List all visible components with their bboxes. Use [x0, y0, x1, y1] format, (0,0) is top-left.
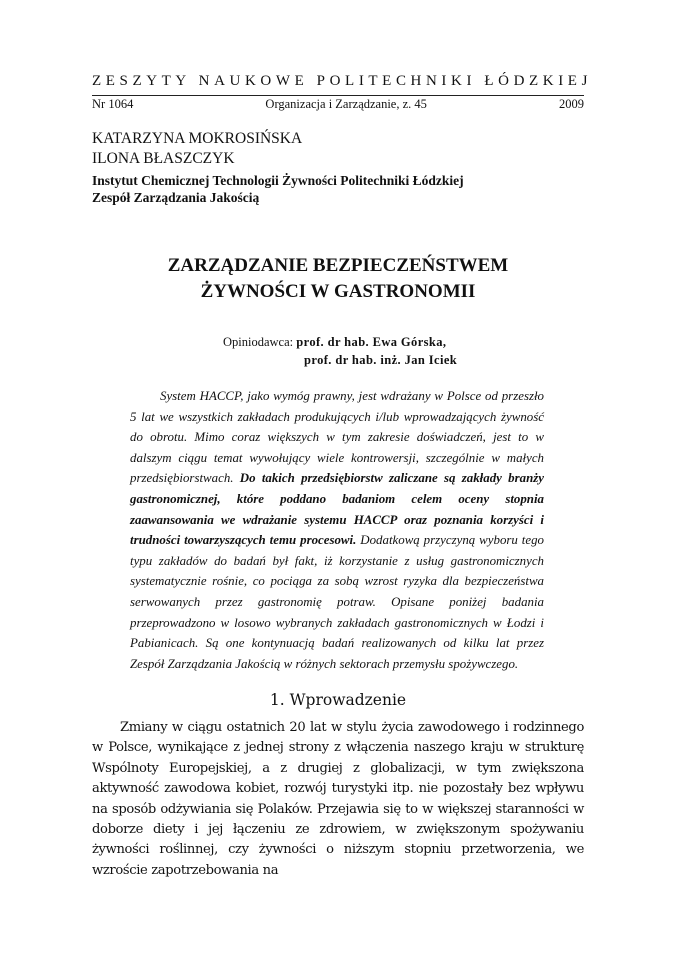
issue-year: 2009	[559, 97, 584, 111]
affiliation-institute: Instytut Chemicznej Technologii Żywności Politechniki Łódzkiej	[92, 173, 464, 188]
journal-series: Organizacja i Zarządzanie, z. 45	[265, 97, 427, 111]
paper-title-line: ŻYWNOŚCI W GASTRONOMII	[200, 281, 476, 302]
issue-number: Nr 1064	[92, 97, 134, 111]
reviewers-label: Opiniodawca:	[223, 335, 294, 349]
issue-info	[92, 96, 584, 112]
journal-title: ZESZYTY NAUKOWE POLITECHNIKI ŁÓDZKIEJ	[92, 73, 593, 89]
abstract-text: System HACCP, jako wymóg prawny, jest wdrażany w Polsce od przeszło 5 lat we wszystkich zakładach produkujących i/lub wprowadzających żywność do obrotu. Mimo coraz większych w tym zakresie doświadczeń, jest to w dalszym ciągu temat wywołujący wiele kontrowersji, szczególnie w małych przedsiębiorstwach.	[130, 389, 544, 486]
reviewer-name: prof. dr hab. Ewa Górska,	[296, 335, 447, 349]
author-name: KATARZYNA MOKROSIŃSKA	[92, 130, 303, 147]
author-name: ILONA BŁASZCZYK	[92, 150, 235, 167]
abstract-text: Dodatkową przyczyną wyboru tego typu zakładów do badań był fakt, iż korzystanie z usług gastronomicznych systematycznie rośnie, co pociąga za sobą wzrost ryzyka dla bezpieczeństwa serwowanych przez gastronomię potraw. Opisane poniżej badania przeprowadzono w losowo wybranych zakładach gastronomicznych w Łodzi i Pabianicach. Są one kontynuacją badań realizowanych od kilku lat przez Zespół Zarządzania Jakością w różnych sektorach przemysłu spożywczego.	[130, 533, 544, 671]
affiliation-team: Zespół Zarządzania Jakością	[92, 190, 260, 205]
body-paragraph: Zmiany w ciągu ostatnich 20 lat w stylu życia zawodowego i rodzinnego w Polsce, wynikające z jednej strony z włączenia naszego kraju w strukturę Wspólnoty Europejskiej, a z drugiej z globalizacji, w tym zwiększona aktywność zawodowa kobiet, rozwój turystyki itp. nie pozostały bez wpływu na sposób odżywiania się Polaków. Przejawia się to w większej staranności w doborze diety i jej łączeniu ze zdrowiem, w zwiększonym spożywaniu żywności roślinnej, czy żywności o niższym stopniu przetworzenia, we wzroście zapotrzebowania na	[92, 720, 584, 878]
abstract-bold-text: Do takich przedsiębiorstw zaliczane są zakłady branży gastronomicznej, które poddano badaniom celem oceny stopnia zaawansowania we wdrażanie systemu HACCP oraz poznania korzyści i trudności towarzyszących temu procesowi.	[130, 471, 544, 548]
reviewers	[223, 333, 457, 369]
reviewer-name: prof. dr hab. inż. Jan Iciek	[304, 353, 458, 367]
paper-title-line: ZARZĄDZANIE BEZPIECZEŃSTWEM	[167, 255, 509, 276]
affiliation	[92, 172, 464, 206]
author-list	[92, 129, 302, 169]
abstract	[130, 386, 544, 674]
section-heading: 1. Wprowadzenie	[269, 691, 407, 709]
paper-title	[92, 253, 584, 305]
